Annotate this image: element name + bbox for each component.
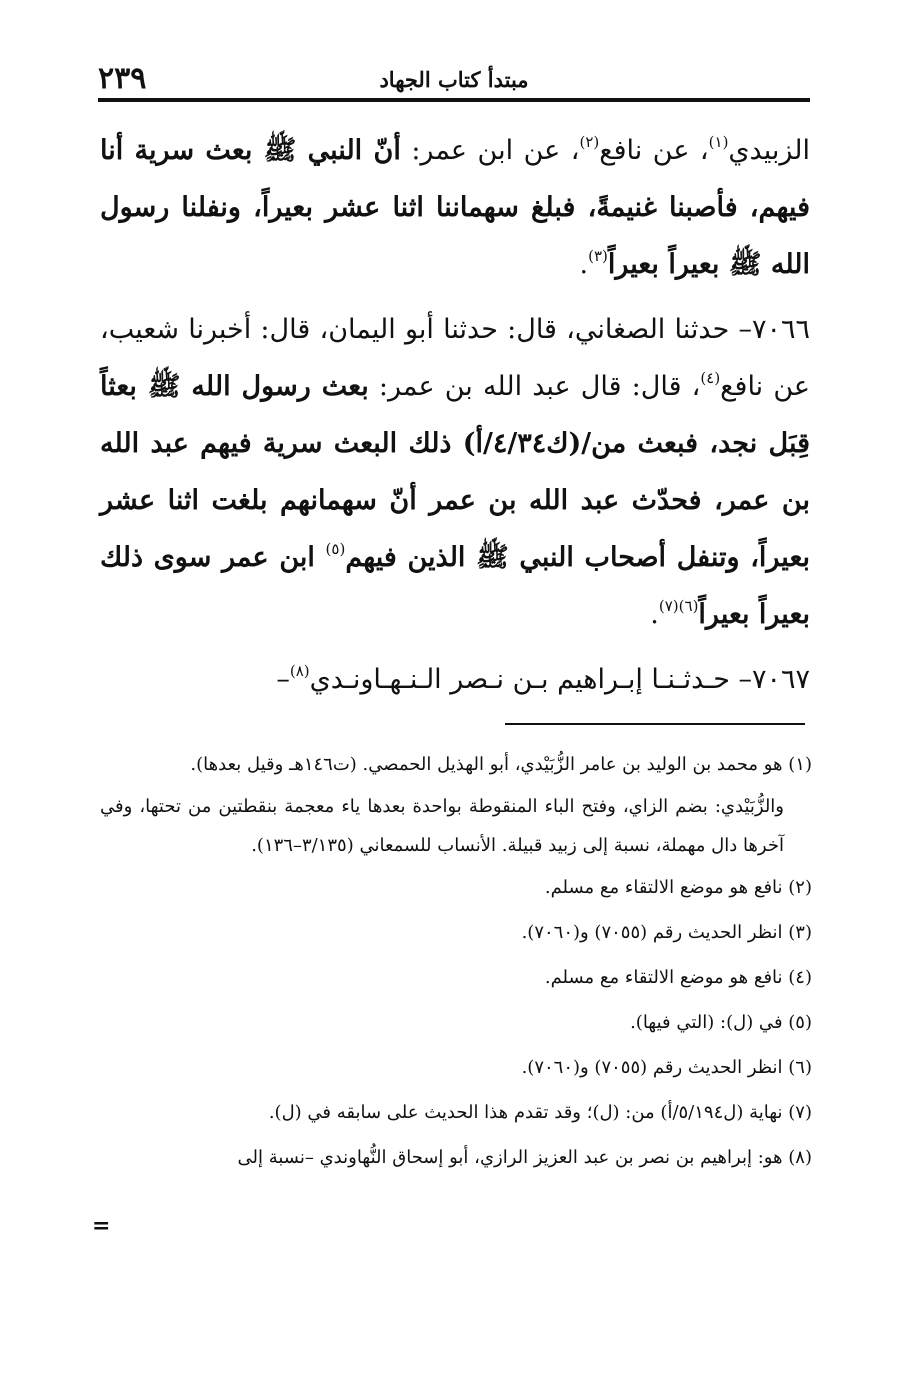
footnote: (٧) نهاية (ل٥/١٩٤/أ) من: (ل)؛ وقد تقدم هذا الحديث على سابقه في (ل). xyxy=(268,1102,812,1123)
hadith-matn: ابن عمر سوى ذلك بعيراً بعيراً xyxy=(100,542,810,630)
page-number: ٢٣٩ xyxy=(98,61,147,96)
main-text xyxy=(100,122,810,708)
isnad-text: ، عن ابن عمر: xyxy=(400,135,580,166)
isnad-text: . xyxy=(650,599,659,630)
isnad-text: ٧٠٦٦– حدثنا الصغاني، قال: حدثنا أبو اليمان، قال: أخبرنا شعيب، عن نافع xyxy=(100,314,810,402)
footnote-marker: (٢) xyxy=(579,133,600,151)
footnote-continuation: والزُّبَيْدي: بضم الزاي، وفتح الباء المنقوطة بواحدة بعدها ياء معجمة بنقطتين من تحتها، وفي آخرها دال مهملة، نسبة إلى زبيد قبيلة. الأنساب للسمعاني (٣/١٣٥–١٣٦). xyxy=(100,796,784,856)
continuation-mark: = xyxy=(92,1213,111,1239)
footnote-marker: (٦)(٧) xyxy=(658,597,699,615)
footnote: (٤) نافع هو موضع الالتقاء مع مسلم. xyxy=(544,967,812,988)
footnote-separator xyxy=(505,723,805,725)
footnote: (٥) في (ل): (التي فيها). xyxy=(630,1012,812,1033)
hadith-matn: أنّ النبي ﷺ بعث سرية أنا فيهم، فأصبنا غنيمةً، فبلغ سهماننا اثنا عشر بعيراً، ونفلنا رسول الله ﷺ بعيراً بعيراً xyxy=(100,135,810,280)
isnad-text: الزبيدي xyxy=(728,135,811,166)
isnad-text: – xyxy=(276,664,290,695)
footnote: (٣) انظر الحديث رقم (٧٠٥٥) و(٧٠٦٠). xyxy=(521,922,812,943)
footnote: (٦) انظر الحديث رقم (٧٠٥٥) و(٧٠٦٠). xyxy=(521,1057,812,1078)
footnote-marker: (٣) xyxy=(588,247,608,265)
header-rule xyxy=(98,98,810,102)
running-title: مبتدأ كتاب الجهاد xyxy=(379,67,529,92)
hadith-paragraph xyxy=(100,301,810,643)
isnad-text: . xyxy=(579,249,589,280)
hadith-paragraph xyxy=(100,122,810,293)
footnote: (١) هو محمد بن الوليد بن عامر الزُّبَيْدي، أبو الهذيل الحمصي. (ت١٤٦هـ وقيل بعدها). xyxy=(190,754,812,775)
footnote-marker: (٥) xyxy=(325,540,346,558)
footnotes xyxy=(100,742,812,1180)
footnote-marker: (١) xyxy=(708,133,729,151)
isnad-text: ، عن نافع xyxy=(599,135,709,166)
footnote: (٨) هو: إبراهيم بن نصر بن عبد العزيز الرازي، أبو إسحاق النُّهاوندي –نسبة إلى xyxy=(237,1147,812,1168)
hadith-paragraph xyxy=(100,651,810,708)
footnote-marker: (٤) xyxy=(700,369,721,387)
isnad-text: ، قال: قال عبد الله بن عمر: xyxy=(368,371,701,402)
hadith-matn: بعث رسول الله ﷺ بعثاً قِبَل نجد، فبعث من/(ك٤/٣٤/أ) ذلك البعث سرية فيهم عبد الله بن عمر، فحدّث عبد الله بن عمر أنّ سهمانهم بلغت اثنا عشر بعيراً، وتنفل أصحاب النبي ﷺ الذين فيهم xyxy=(100,371,811,573)
footnote: (٢) نافع هو موضع الالتقاء مع مسلم. xyxy=(544,877,812,898)
page-header xyxy=(98,62,810,96)
isnad-text: ٧٠٦٧– حـدثـنـا إبـراهيم بـن نـصر الـنـهـاونـدي xyxy=(309,664,810,695)
footnote-marker: (٨) xyxy=(289,662,310,680)
